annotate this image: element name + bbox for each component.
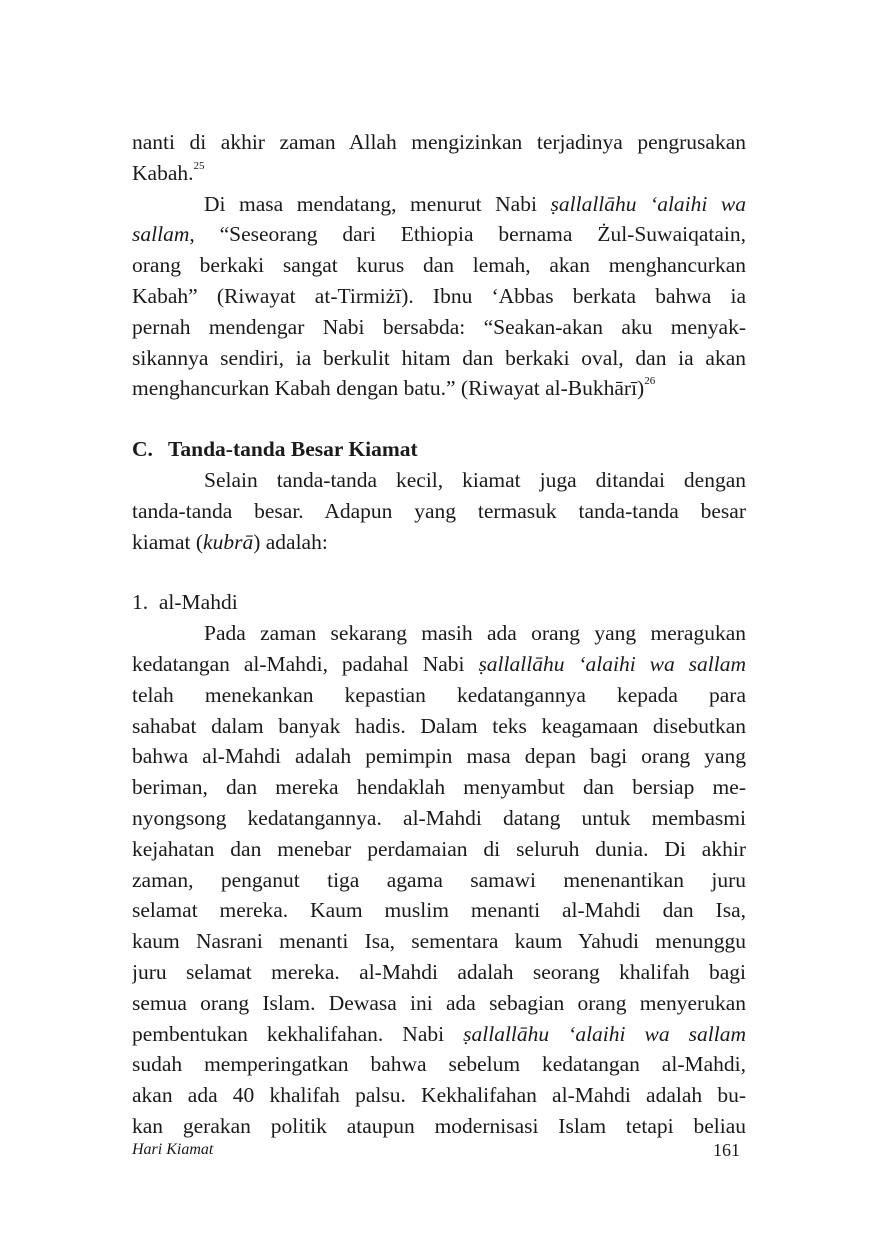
text-line: sikannya sendiri, ia berkulit hitam dan berkaki oval, dan ia akan bbox=[132, 345, 746, 370]
italic-honorific: ṣallallāhu ‘alaihi wa sallam bbox=[463, 1021, 746, 1046]
text-line: Kabah” (Riwayat at-Tirmiżī). Ibnu ‘Abbas berkata bahwa ia bbox=[132, 283, 746, 308]
italic-term: kubrā bbox=[203, 529, 254, 554]
section-title: Tanda-tanda Besar Kiamat bbox=[168, 437, 418, 462]
text-line: pernah mendengar Nabi bersabda: “Seakan-akan aku menyak- bbox=[132, 314, 746, 339]
text-segment: menghancurkan Kabah dengan batu.” (Riwayat al-Bukhārī) bbox=[132, 376, 645, 401]
running-footer-title: Hari Kiamat bbox=[132, 1141, 214, 1158]
text-segment: kiamat ( bbox=[132, 529, 204, 554]
text-line: sudah memperingatkan bahwa sebelum kedatangan al-Mahdi, bbox=[132, 1052, 746, 1077]
text-line: nanti di akhir zaman Allah mengizinkan terjadinya pengrusakan bbox=[132, 130, 746, 154]
text-line: juru selamat mereka. al-Mahdi adalah seorang khalifah bagi bbox=[132, 959, 746, 984]
text-line: Pada zaman sekarang masih ada orang yang meragukan bbox=[204, 621, 746, 646]
paragraph-ethiopia bbox=[132, 189, 746, 405]
text-line: telah menekankan kepastian kedatangannya kepada para bbox=[132, 682, 746, 707]
text-line: beriman, dan mereka hendaklah menyambut dan bersiap me- bbox=[132, 775, 746, 800]
footnote-ref-26[interactable]: 26 bbox=[644, 375, 656, 388]
spacer bbox=[132, 557, 746, 587]
text-line bbox=[132, 527, 746, 558]
text-segment: pembentukan kekhalifahan. Nabi bbox=[132, 1021, 464, 1046]
text-line: kaum Nasrani menanti Isa, sementara kaum Yahudi menunggu bbox=[132, 929, 746, 954]
paragraph-intro bbox=[132, 465, 746, 557]
text-line: bahwa al-Mahdi adalah pemimpin masa depan bagi orang yang bbox=[132, 744, 746, 769]
italic-honorific: ṣallallāhu ‘alaihi wa sallam bbox=[478, 651, 746, 676]
footnote-ref-25[interactable]: 25 bbox=[193, 159, 205, 172]
text-line: nyongsong kedatangannya. al-Mahdi datang untuk membasmi bbox=[132, 805, 746, 830]
text-line: selamat mereka. Kaum muslim menanti al-Mahdi dan Isa, bbox=[132, 898, 746, 923]
text-line: orang berkaki sangat kurus dan lemah, akan menghancurkan bbox=[132, 253, 746, 278]
page-body bbox=[132, 127, 746, 1142]
spacer bbox=[132, 404, 746, 434]
section-heading bbox=[132, 434, 746, 465]
page-number: 161 bbox=[713, 1140, 740, 1160]
text-line: tanda-tanda besar. Adapun yang termasuk tanda-tanda besar bbox=[132, 498, 746, 523]
text-segment: Di masa mendatang, menurut Nabi bbox=[204, 191, 551, 216]
italic-honorific: sallam bbox=[132, 222, 190, 247]
paragraph-mahdi bbox=[132, 618, 746, 1142]
text-line: Selain tanda-tanda kecil, kiamat juga ditandai dengan bbox=[204, 467, 746, 492]
text-line bbox=[132, 219, 746, 250]
text-line bbox=[132, 158, 746, 189]
text-segment: , “Seseorang dari Ethiopia bernama Żul-Suwaiqatain, bbox=[189, 222, 746, 247]
text-line bbox=[132, 649, 746, 680]
text-line: sahabat dalam banyak hadis. Dalam teks keagamaan disebutkan bbox=[132, 713, 746, 738]
section-letter: C. bbox=[132, 437, 153, 462]
text-line bbox=[132, 1019, 746, 1050]
italic-honorific: ṣallallāhu ‘alaihi wa bbox=[550, 191, 746, 216]
subsection-heading: 1. al-Mahdi bbox=[132, 590, 238, 615]
text-line: zaman, penganut tiga agama samawi menenantikan juru bbox=[132, 867, 746, 892]
page-footer bbox=[132, 1136, 740, 1164]
text-line: akan ada 40 khalifah palsu. Kekhalifahan al-Mahdi adalah bu- bbox=[132, 1083, 746, 1108]
text-segment: Kabah. bbox=[132, 160, 194, 185]
paragraph-continuation bbox=[132, 127, 746, 189]
text-line: kan gerakan politik ataupun modernisasi Islam tetapi beliau bbox=[132, 1113, 746, 1138]
text-segment: kedatangan al-Mahdi, padahal Nabi bbox=[132, 651, 479, 676]
text-line: semua orang Islam. Dewasa ini ada sebagian orang menyerukan bbox=[132, 990, 746, 1015]
text-line: kejahatan dan menebar perdamaian di seluruh dunia. Di akhir bbox=[132, 836, 746, 861]
text-line bbox=[132, 189, 746, 220]
text-line bbox=[132, 373, 746, 404]
text-segment: ) adalah: bbox=[253, 529, 328, 554]
